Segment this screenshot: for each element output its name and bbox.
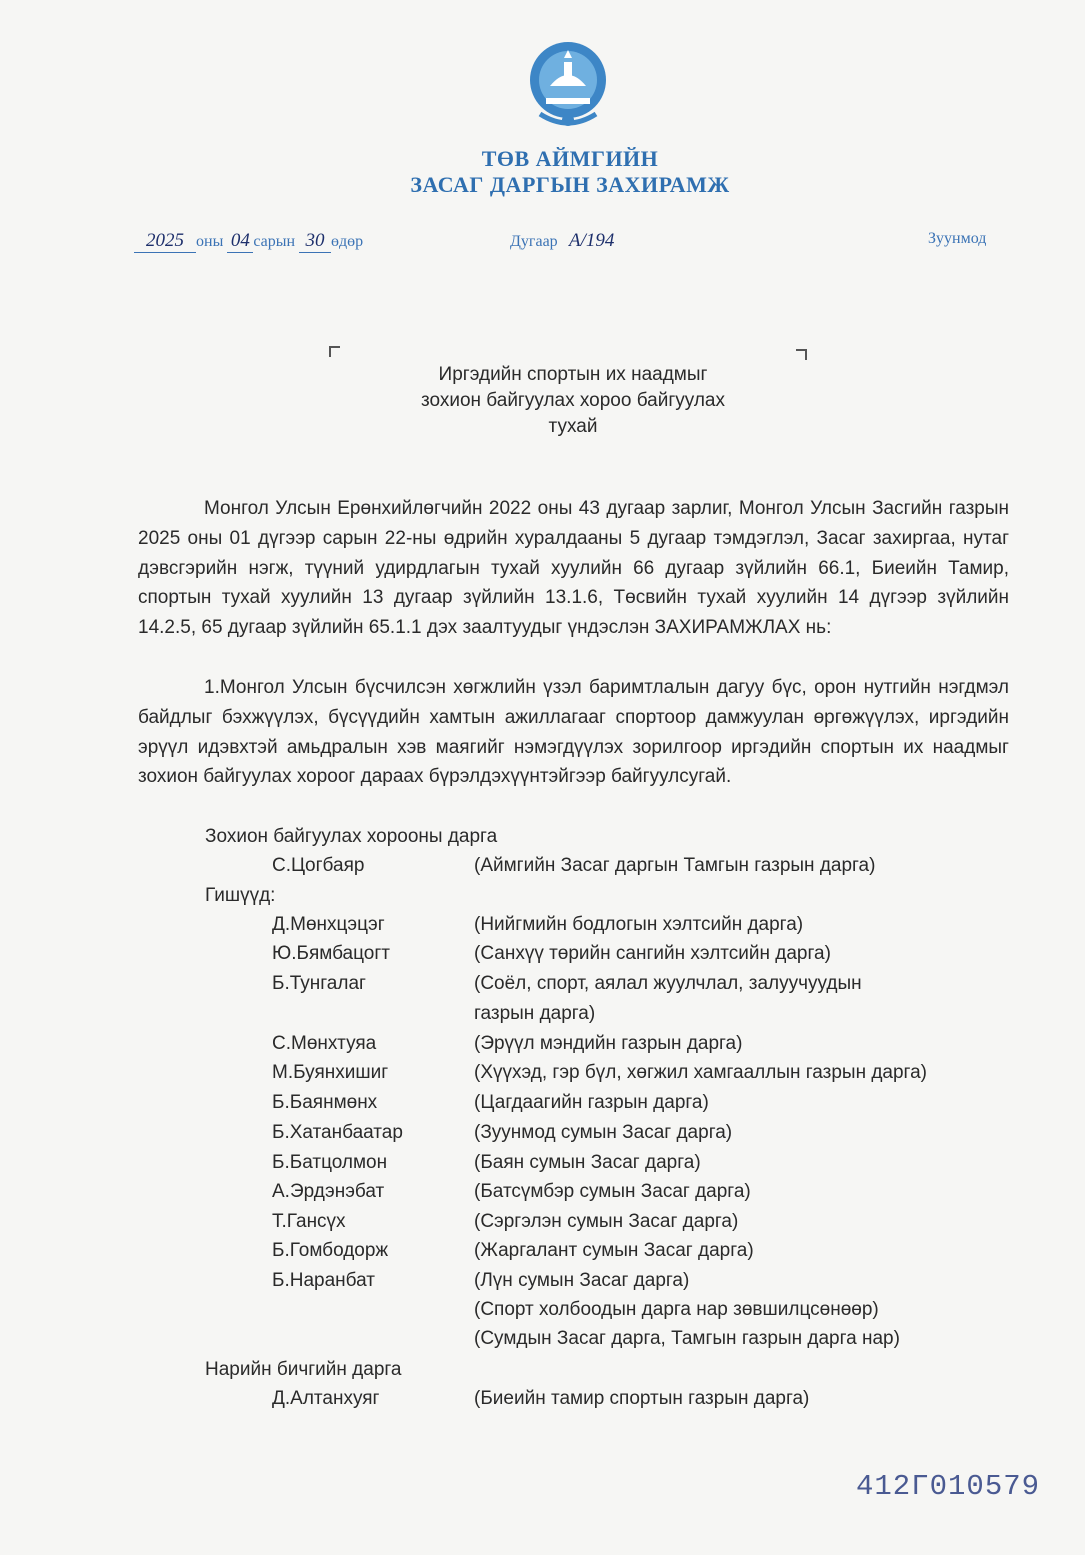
- secretary-name: Д.Алтанхуяг: [272, 1388, 380, 1409]
- member-name: Ю.Бямбацогт: [272, 943, 390, 964]
- title-line-3: тухай: [548, 416, 598, 437]
- member-position: (Хүүхэд, гэр бүл, хөгжил хамгааллын газрын дарга): [474, 1062, 927, 1083]
- document-title: [340, 362, 806, 440]
- member-row: [0, 1177, 1085, 1207]
- paragraph-clause-1: 1.Монгол Улсын бүсчилсэн хөгжлийн үзэл баримтлалын дагуу бүс, орон нутгийн нэгдмэл байдлыг бэхжүүлэх, бүсүүдийн хамтын ажиллагааг спортоор дамжуулан өргөжүүлэх, иргэдийн эрүүл идэвхтэй амьдралын хэв маягийг нэмэгдүүлэх зорилгоор иргэдийн спортын их наадмыг зохион байгуулах хороог дараах бүрэлдэхүүнтэйгээр байгуулсугай.: [138, 677, 1009, 788]
- date-day-suffix: өдөр: [331, 233, 364, 250]
- members-label: Гишүүд:: [205, 885, 276, 906]
- place: Зуунмод: [928, 230, 987, 247]
- member-name: Б.Тунгалаг: [272, 973, 366, 994]
- date-month-suffix: сарын: [253, 233, 296, 250]
- member-row: [0, 999, 1085, 1029]
- date-day: 30: [299, 230, 331, 253]
- member-row: [0, 1088, 1085, 1118]
- member-row: [0, 1029, 1085, 1059]
- member-name: Т.Гансүх: [272, 1211, 346, 1232]
- member-name: Б.Баянмөнх: [272, 1092, 378, 1113]
- secretary-label: Нарийн бичгийн дарга: [205, 1359, 402, 1380]
- member-name: Д.Мөнхцэцэг: [272, 914, 385, 935]
- member-position: (Лүн сумын Засаг дарга): [474, 1270, 690, 1291]
- member-row: [0, 969, 1085, 999]
- document-number: [510, 230, 622, 252]
- member-name: Б.Батцолмон: [272, 1152, 388, 1173]
- member-position: (Нийгмийн бодлогын хэлтсийн дарга): [474, 914, 804, 935]
- member-row: [0, 1324, 1085, 1354]
- member-row: [0, 1118, 1085, 1148]
- member-position: (Батсүмбэр сумын Засаг дарга): [474, 1181, 751, 1202]
- member-position: (Эрүүл мэндийн газрын дарга): [474, 1033, 743, 1054]
- secretary-position: (Биеийн тамир спортын газрын дарга): [474, 1388, 810, 1409]
- member-position: (Сумдын Засаг дарга, Тамгын газрын дарга нар): [474, 1328, 900, 1349]
- member-row: [0, 1058, 1085, 1088]
- number-value: А/194: [568, 230, 615, 251]
- member-position: (Соёл, спорт, аялал жуулчлал, залуучуудын: [474, 973, 862, 994]
- member-row: [0, 1207, 1085, 1237]
- member-row: [0, 1236, 1085, 1266]
- title-line-2: зохион байгуулах хороо байгуулах: [421, 390, 725, 411]
- member-row: [0, 1295, 1085, 1325]
- member-row: [0, 1148, 1085, 1178]
- member-position: (Санхүү төрийн сангийн хэлтсийн дарга): [474, 943, 831, 964]
- member-position: газрын дарга): [474, 1003, 596, 1024]
- member-row: [0, 1266, 1085, 1296]
- header-line-2: ЗАСАГ ДАРГЫН ЗАХИРАМЖ: [410, 172, 730, 197]
- member-position: (Сэргэлэн сумын Засаг дарга): [474, 1211, 739, 1232]
- member-position: (Цагдаагийн газрын дарга): [474, 1092, 709, 1113]
- paragraph-preamble: Монгол Улсын Ерөнхийлөгчийн 2022 оны 43 дугаар зарлиг, Монгол Улсын Засгийн газрын 2025 оны 01 дүгээр сарын 22-ны өдрийн хуралдааны 5 дугаар тэмдэглэл, Засаг захиргаа, нутаг дэвсгэрийн нэгж, түүний удирдлагын тухай хуулийн 66 дугаар зүйлийн 66.1, Биеийн Тамир, спортын тухай хуулийн 13 дугаар зүйлийн 13.1.6, Төсвийн тухай хуулийн 14 дүгээр зүйлийн 14.2.5, 65 дугаар зүйлийн 65.1.1 дэх заалтуудыг үндэслэн ЗАХИРАМЖЛАХ нь:: [138, 498, 1009, 639]
- date-year-suffix: оны: [196, 233, 224, 250]
- member-position: (Баян сумын Засаг дарга): [474, 1152, 701, 1173]
- state-emblem-icon: [526, 36, 610, 130]
- member-name: Б.Наранбат: [272, 1270, 375, 1291]
- chair-label: Зохион байгуулах хорооны дарга: [205, 826, 498, 847]
- member-name: Б.Хатанбаатар: [272, 1122, 403, 1143]
- title-line-1: Иргэдийн спортын их наадмыг: [438, 364, 708, 385]
- chair-name: С.Цогбаяр: [272, 855, 365, 876]
- secretary-row: [0, 1384, 1085, 1414]
- date-month: 04: [227, 230, 253, 253]
- member-name: Б.Гомбодорж: [272, 1240, 389, 1261]
- member-position: (Зуунмод сумын Засаг дарга): [474, 1122, 733, 1143]
- number-label: Дугаар: [510, 233, 558, 250]
- chair-row: [0, 851, 1085, 881]
- member-position: (Спорт холбоодын дарга нар зөвшилцсөнөөр): [474, 1299, 879, 1320]
- title-bracket-left: [329, 346, 340, 357]
- member-row: [0, 910, 1085, 940]
- member-row: [0, 939, 1085, 969]
- date-field: [134, 230, 363, 253]
- member-name: М.Буянхишиг: [272, 1062, 389, 1083]
- date-year: 2025: [134, 230, 196, 253]
- member-position: (Жаргалант сумын Засаг дарга): [474, 1240, 754, 1261]
- chair-position: (Аймгийн Засаг даргын Тамгын газрын дарга): [474, 855, 876, 876]
- header-line-1: ТӨВ АЙМГИЙН: [481, 146, 659, 171]
- member-name: А.Эрдэнэбат: [272, 1181, 385, 1202]
- member-name: С.Мөнхтуяа: [272, 1033, 377, 1054]
- title-bracket-right: [796, 349, 807, 360]
- serial-number: 412Г010579: [856, 1470, 1041, 1503]
